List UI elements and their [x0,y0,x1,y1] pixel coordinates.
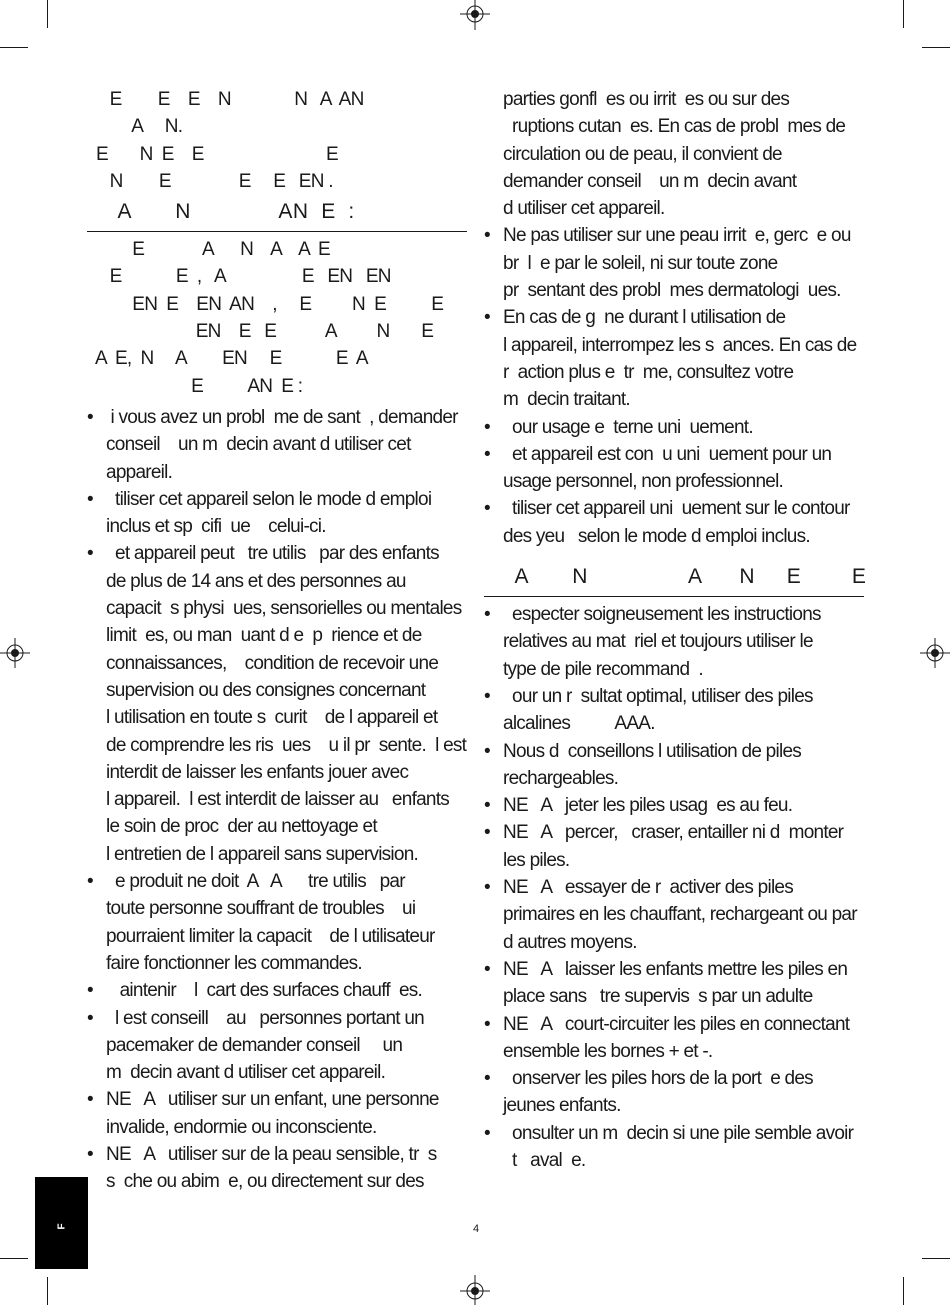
language-tab [35,1177,88,1269]
list-item: • tiliser cet appareil uni uement sur le contour des yeu selon le mode d emploi inclus. [484,495,864,550]
registration-mark-left-icon [0,638,30,668]
list-item: • onserver les piles hors de la port e des jeunes enfants. [484,1065,864,1120]
list-item: • aintenir l cart des surfaces chauff es. [87,977,467,1004]
crop-mark-top-right-h [922,47,950,48]
precaution-paragraph: E A N A A E E E , A E EN EN EN E EN AN , E N E E EN E E A N E A E, N A EN E E A E AN E : [95,239,444,397]
list-item: • Ne pas utiliser sur une peau irrit e, gerc e ou br l e par le soleil, ni sur toute zone pr sentant des probl mes dermatologi ues. [484,222,864,304]
list-item: • NE A laisser les enfants mettre les piles en place sans tre supervis s par un adulte [484,956,864,1011]
registration-mark-bottom-icon [460,1275,490,1305]
list-item: • NE A essayer de r activer des piles primaires en les chauffant, rechargeant ou par d autres moyens. [484,874,864,956]
crop-mark-bottom-right-h [922,1258,950,1259]
registration-mark-top-icon [460,0,490,30]
list-item: • our un r sultat optimal, utiliser des piles alcalines AAA. [484,683,864,738]
crop-mark-bottom-left-h [0,1258,28,1259]
list-item: • Nous d conseillons l utilisation de piles rechargeables. [484,738,864,793]
language-tab-label: F [56,1223,67,1230]
heading-rule [87,231,467,232]
list-item: • et appareil est con u uni uement pour un usage personnel, non professionnel. [484,441,864,496]
safety-list-continued [484,222,864,550]
left-column [87,86,467,1196]
safety-heading: A N AN E : [87,200,355,224]
list-item: • NE A percer, craser, entailler ni d monter les piles. [484,819,864,874]
registration-mark-right-icon [920,638,950,668]
list-item: • tiliser cet appareil selon le mode d emploi inclus et sp cifi ue celui-ci. [87,486,467,541]
page-number: 4 [472,1223,480,1235]
crop-mark-bottom-left-v [47,1277,48,1305]
list-item: • et appareil peut tre utilis par des enfants de plus de 14 ans et des personnes au capacit s physi ues, sensorielles ou mentales limit es, ou man uant d e p rience et de connaissances, condition de recevoir une supervision ou des consignes concernant l utilisation en toute s curit de l appareil et de comprendre les ris ues u il pr sente. l est interdit de laisser les enfants jouer avec l appareil. l est interdit de laisser au enfants le soin de proc der au nettoyage et l entretien de l appareil sans supervision. [87,540,467,868]
list-item: • i vous avez un probl me de sant , demander conseil un m decin avant d utiliser cet appareil. [87,404,467,486]
right-column [484,86,867,1174]
list-item: • onsulter un m decin si une pile semble avoir t aval e. [484,1120,864,1175]
list-item: • NE A court-circuiter les piles en connectant ensemble les bornes + et -. [484,1011,864,1066]
list-item-continuation: parties gonfl es ou irrit es ou sur des ruptions cutan es. En cas de probl mes de circulation ou de peau, il convient de demander conseil un m decin avant d utiliser cet appareil. [503,89,846,220]
safety-list [87,404,467,1196]
list-item: • NE A utiliser sur un enfant, une personne invalide, endormie ou inconsciente. [87,1086,467,1141]
list-item: • especter soigneusement les instructions relatives au mat riel et toujours utiliser le type de pile recommand . [484,601,864,683]
list-item: • l est conseill au personnes portant un pacemaker de demander conseil un m decin avant d utiliser cet appareil. [87,1005,467,1087]
list-item: • NE A utiliser sur de la peau sensible, tr s s che ou abim e, ou directement sur des [87,1141,467,1196]
crop-mark-top-left-h [0,47,28,48]
battery-heading: A N A N E E [484,565,867,589]
crop-mark-bottom-right-v [903,1277,904,1305]
intro-paragraph: E E E N N A AN A N. E N E E E N E E E EN . [96,89,364,192]
list-item: • En cas de g ne durant l utilisation de l appareil, interrompez les s ances. En cas de r action plus e tr me, consultez votre m decin traitant. [484,304,864,413]
crop-mark-top-right-v [903,0,904,28]
heading-rule [484,596,864,597]
list-item: • NE A jeter les piles usag es au feu. [484,792,864,819]
battery-list [484,601,864,1174]
list-item: • our usage e terne uni uement. [484,414,864,441]
list-item: • e produit ne doit A A tre utilis par toute personne souffrant de troubles ui pourraient limiter la capacit de l utilisateur faire fonctionner les commandes. [87,868,467,977]
crop-mark-top-left-v [47,0,48,28]
